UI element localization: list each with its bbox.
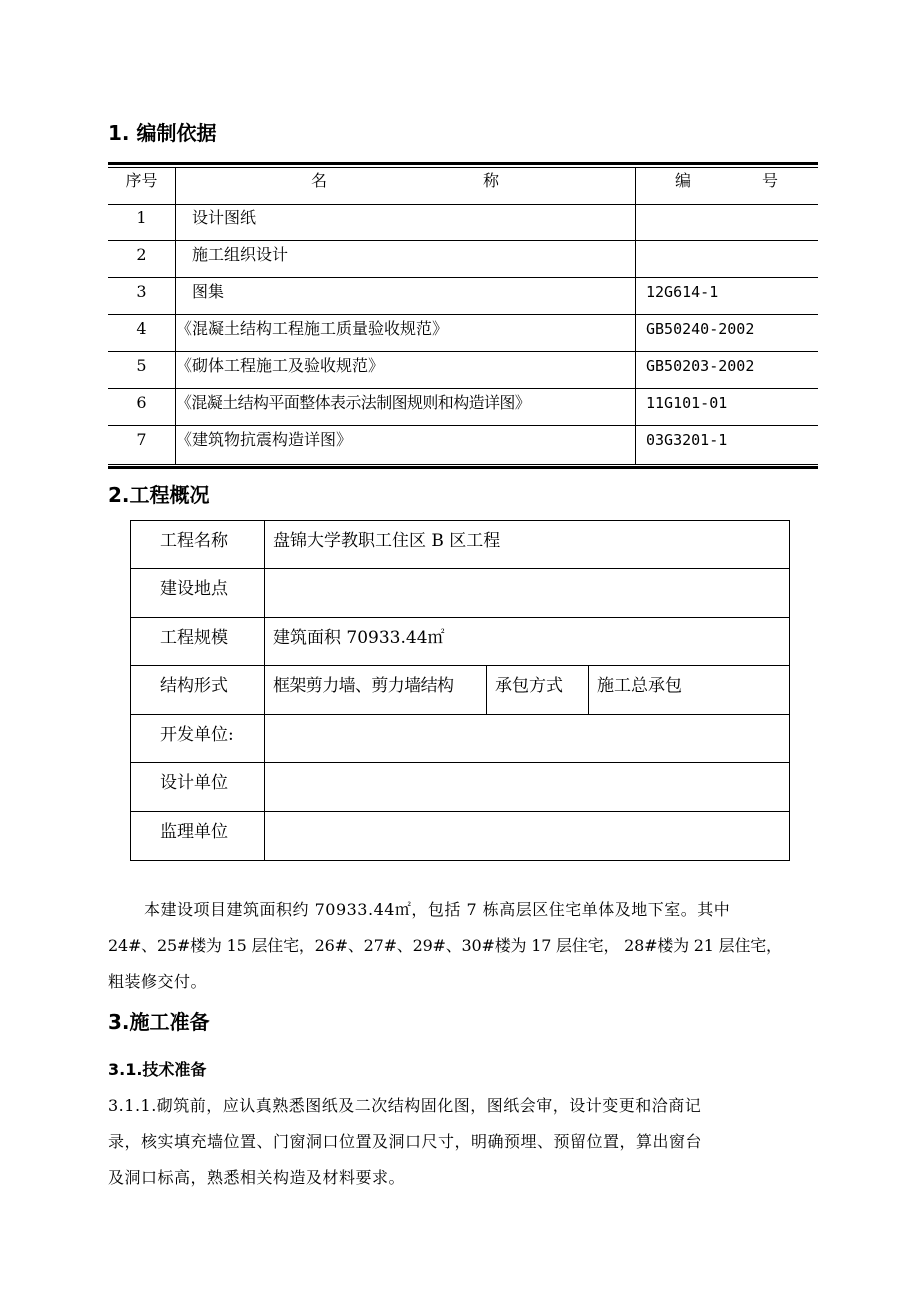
designer-label: 设计单位 xyxy=(160,773,228,793)
row-divider xyxy=(108,351,818,352)
section-3-heading: 3.施工准备 xyxy=(108,1010,210,1034)
row-6-code: 11G101-01 xyxy=(646,394,728,412)
supervisor-label: 监理单位 xyxy=(160,822,228,842)
row-1-name: 设计图纸 xyxy=(192,208,257,227)
scale-value: 建筑面积 70933.44㎡ xyxy=(273,628,445,648)
header-code-1: 编 xyxy=(675,171,692,190)
header-name-1: 名 xyxy=(311,171,328,190)
prep-paragraph-line-2: 录，核实填充墙位置、门窗洞口位置及洞口尺寸，明确预埋、预留位置，算出窗台 xyxy=(108,1132,703,1151)
table-bottom-rule xyxy=(108,466,818,469)
project-name-label: 工程名称 xyxy=(160,531,228,551)
row-6-no: 6 xyxy=(136,393,147,412)
row-3-no: 3 xyxy=(136,282,147,301)
row-1-no: 1 xyxy=(136,208,147,227)
row-divider xyxy=(131,617,789,618)
row-2-name: 施工组织设计 xyxy=(192,245,289,264)
table-top-rule xyxy=(108,162,818,165)
column-divider xyxy=(175,168,176,464)
header-no: 序号 xyxy=(125,171,158,190)
contract-value: 施工总承包 xyxy=(597,676,682,696)
project-overview-table xyxy=(130,520,790,861)
row-3-name: 图集 xyxy=(192,282,225,301)
row-6-name: 《混凝土结构平面整体表示法制图规则和构造详图》 xyxy=(176,393,531,412)
label-column-divider xyxy=(264,521,265,860)
row-divider xyxy=(108,425,818,426)
row-7-name: 《建筑物抗震构造详图》 xyxy=(176,430,353,449)
row-4-code: GB50240-2002 xyxy=(646,320,755,338)
column-divider xyxy=(635,168,636,464)
developer-label: 开发单位: xyxy=(160,725,234,745)
structure-value: 框架剪力墙、剪力墙结构 xyxy=(273,676,454,696)
overview-paragraph-line-3: 粗装修交付。 xyxy=(108,972,208,991)
row-4-name: 《混凝土结构工程施工质量验收规范》 xyxy=(176,319,449,338)
row-divider xyxy=(131,811,789,812)
table-bottom-rule-thin xyxy=(108,464,818,465)
structure-divider xyxy=(486,665,487,715)
location-label: 建设地点 xyxy=(160,579,228,599)
table-top-rule-thin xyxy=(108,167,818,168)
header-code-2: 号 xyxy=(762,171,779,190)
row-7-code: 03G3201-1 xyxy=(646,431,728,449)
structure-label: 结构形式 xyxy=(160,676,228,696)
subsection-3-1-heading: 3.1.技术准备 xyxy=(108,1060,207,1079)
row-divider xyxy=(108,204,818,205)
row-2-no: 2 xyxy=(136,245,147,264)
header-name-2: 称 xyxy=(483,171,500,190)
row-divider xyxy=(108,240,818,241)
overview-paragraph-line-1: 本建设项目建筑面积约 70933.44㎡，包括 7 栋高层区住宅单体及地下室。其中 xyxy=(144,900,731,919)
row-5-code: GB50203-2002 xyxy=(646,357,755,375)
overview-paragraph-line-2: 24#、25#楼为 15 层住宅，26#、27#、29#、30#楼为 17 层住宅， 28#楼为 21 层住宅， xyxy=(108,936,782,955)
contract-label: 承包方式 xyxy=(495,676,563,696)
row-4-no: 4 xyxy=(136,319,147,338)
scale-label: 工程规模 xyxy=(160,628,228,648)
prep-paragraph-line-3: 及洞口标高，熟悉相关构造及材料要求。 xyxy=(108,1168,406,1187)
row-divider xyxy=(131,665,789,666)
row-7-no: 7 xyxy=(136,430,147,449)
row-divider xyxy=(108,277,818,278)
row-5-name: 《砌体工程施工及验收规范》 xyxy=(176,356,385,375)
row-divider xyxy=(108,314,818,315)
section-2-heading: 2.工程概况 xyxy=(108,483,210,507)
row-3-code: 12G614-1 xyxy=(646,283,719,301)
row-divider xyxy=(131,714,789,715)
project-name-value: 盘锦大学教职工住区 B 区工程 xyxy=(273,531,501,551)
row-divider xyxy=(131,568,789,569)
row-5-no: 5 xyxy=(136,356,147,375)
section-1-heading: 1. 编制依据 xyxy=(108,121,217,145)
row-divider xyxy=(108,388,818,389)
basis-table xyxy=(108,162,818,470)
prep-paragraph-line-1: 3.1.1.砌筑前，应认真熟悉图纸及二次结构固化图，图纸会审，设计变更和洽商记 xyxy=(108,1096,702,1115)
row-divider xyxy=(131,762,789,763)
contract-divider xyxy=(588,665,589,715)
